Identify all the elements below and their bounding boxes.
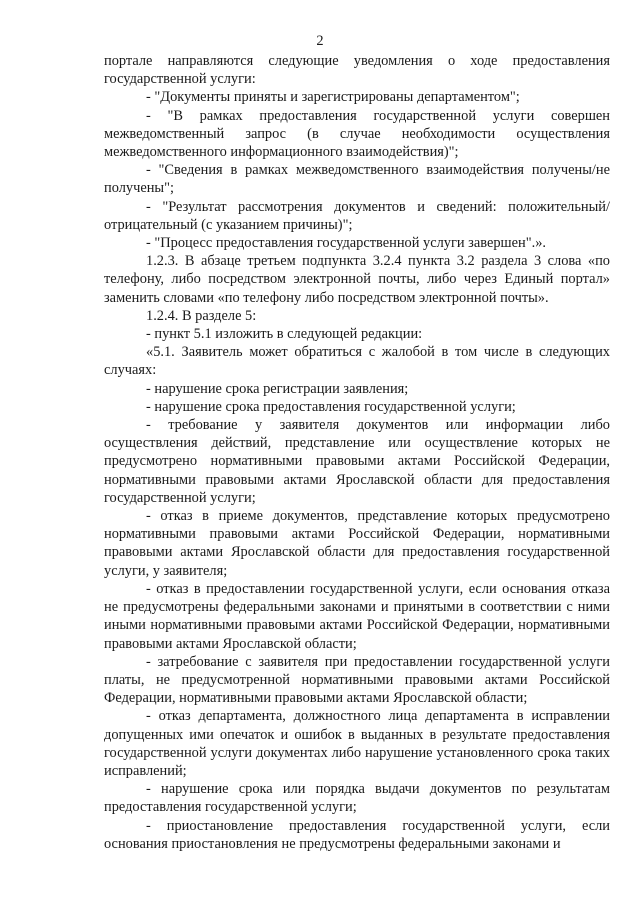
list-item: - отказ в предоставлении государственной услуги, если основания отказа не предусмотрены федеральными законами и принятыми в соответствии с ними иными нормативными правовыми актами Российской Федерации, нормативными правовыми актами Ярославской области; [104, 580, 610, 652]
page-number: 2 [316, 33, 324, 49]
paragraph: «5.1. Заявитель может обратиться с жалобой в том числе в следующих случаях: [104, 344, 610, 379]
document-body [104, 52, 610, 853]
list-item: - "Документы приняты и зарегистрированы департаментом"; [146, 89, 520, 106]
list-item: - нарушение срока или порядка выдачи документов по результатам предоставления государственной услуги; [104, 781, 610, 816]
paragraph: - пункт 5.1 изложить в следующей редакции: [146, 326, 423, 343]
list-item: - отказ в приеме документов, представление которых предусмотрено нормативными правовыми актами Российской Федерации, нормативными правовыми актами Ярославской области для предоставления государственной услуги, у заявителя; [104, 508, 610, 579]
paragraph: 1.2.3. В абзаце третьем подпункта 3.2.4 пункта 3.2 раздела 3 слова «по телефону, либо посредством электронной почты, либо через Единый портал» заменить словами «по телефону либо посредством электронной почты». [104, 253, 610, 306]
list-item: - "Сведения в рамках межведомственного взаимодействия получены/не получены"; [104, 162, 610, 197]
list-item: - "Результат рассмотрения документов и сведений: положительный/отрицательный (с указанием причины)"; [104, 198, 610, 233]
list-item: - "Процесс предоставления государственной услуги завершен".». [146, 235, 546, 252]
list-item: - затребование с заявителя при предоставлении государственной услуги платы, не предусмотренной нормативными правовыми актами Российской Федерации, нормативными правовыми актами Ярославской области; [104, 653, 610, 707]
list-item: - "В рамках предоставления государственной услуги совершен межведомственный запрос (в случае необходимости осуществления межведомственного информационного взаимодействия)"; [104, 107, 610, 161]
list-item: - нарушение срока регистрации заявления; [146, 380, 409, 397]
section-heading: 1.2.4. В разделе 5: [146, 307, 257, 324]
paragraph: порталe направляются следующие уведомления о ходе предоставления государственной услуги: [104, 53, 610, 88]
list-item: - отказ департамента, должностного лица департамента в исправлении допущенных ими опечаток и ошибок в выданных в результате предоставления государственной услуги документах либо нарушение установленного срока таких исправлений; [104, 708, 610, 779]
list-item: - нарушение срока предоставления государственной услуги; [146, 398, 516, 415]
list-item: - требование у заявителя документов или информации либо осуществления действий, представление или осуществление которых не предусмотрено нормативными правовыми актами Российской Федерации, нормативными правовыми актами Ярославской области для предоставления государственной услуги; [104, 417, 610, 506]
list-item: - приостановление предоставления государственной услуги, если основания приостановления не предусмотрены федеральными законами и [104, 817, 610, 852]
